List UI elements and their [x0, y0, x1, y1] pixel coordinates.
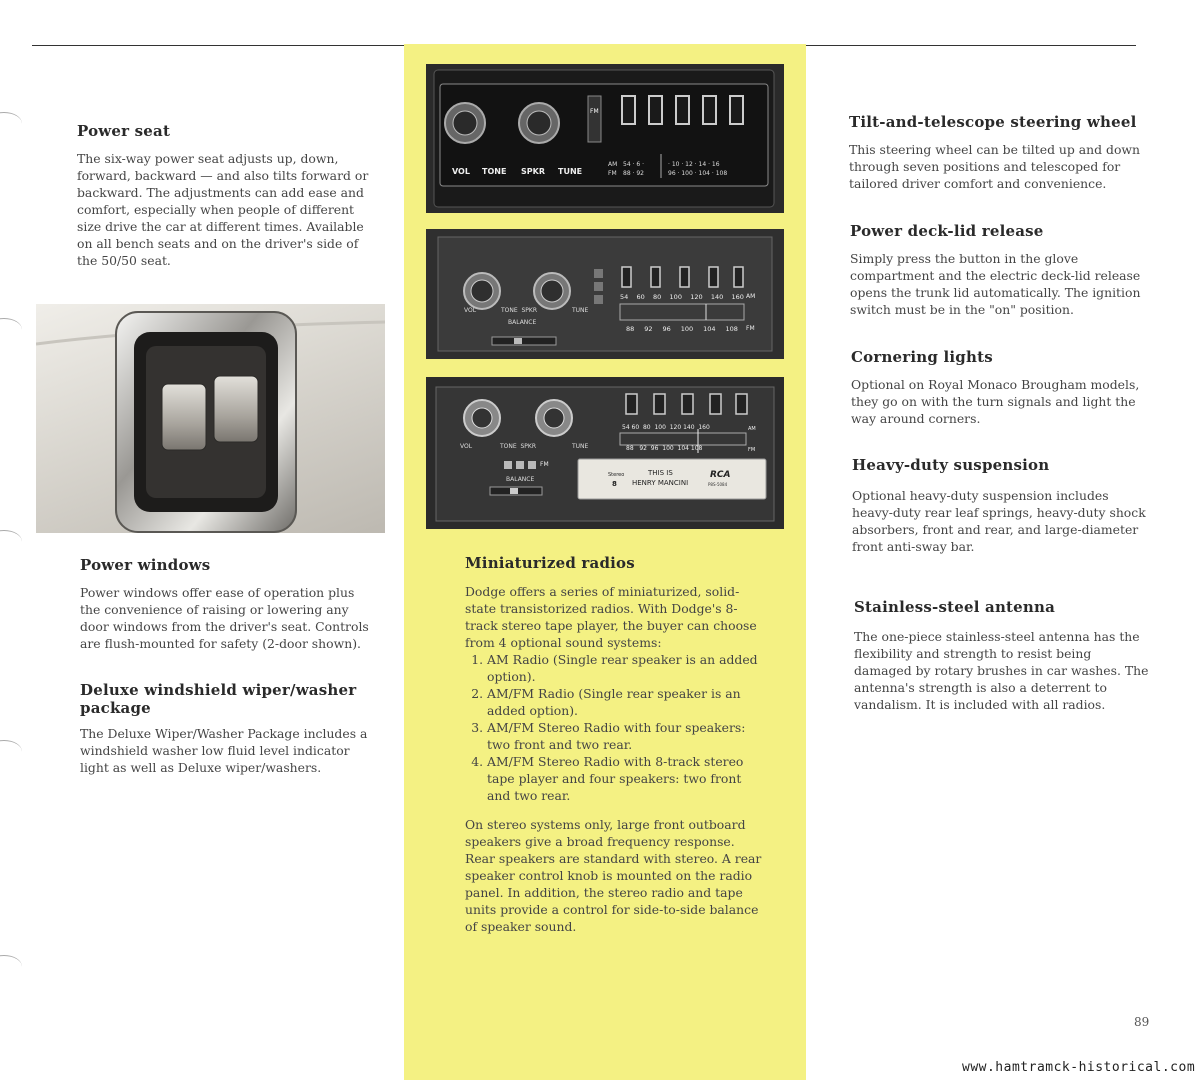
radio-photo-1: [426, 64, 784, 213]
wiper-section: [80, 681, 375, 776]
radio3-fm-unit: FM: [748, 447, 756, 453]
radio-photo-3: [426, 377, 784, 529]
page-number: 89: [1134, 1015, 1150, 1029]
power-windows-body: Power windows offer ease of operation plus the convenience of raising or lowering any door windows from the driver's seat. Controls are flush-mounted for safety (2-door shown).: [80, 585, 369, 651]
watermark-url: www.hamtramck-historical.com: [962, 1060, 1196, 1075]
am-fm-radio-illustration: [426, 64, 784, 213]
radios-title: Miniaturized radios: [465, 554, 635, 572]
radio3-tone-spkr-label: TONE SPKR: [500, 443, 537, 450]
decklid-body: Simply press the button in the glove compartment and the electric deck-lid release opens the trunk lid automatically. The ignition switch must be in the "on" position.: [850, 251, 1141, 317]
cartridge-title-line1: THIS IS: [648, 469, 673, 477]
radio3-am-unit: AM: [748, 426, 756, 432]
radio2-fm-tick: 92: [644, 325, 653, 333]
radio2-tone-spkr-label: TONE SPKR: [501, 307, 538, 314]
radios-outro: On stereo systems only, large front outboard speakers give a broad frequency response. Rear speakers are standard with stereo. A rear speaker control knob is mounted on the radio panel. In addition, the stereo radio and tape units provide a control for side-to-side balance of speaker sound.: [465, 817, 762, 934]
rca-logo: RCA: [710, 470, 731, 480]
sound-systems-list: [465, 651, 765, 804]
radio2-am-tick: 120: [690, 293, 703, 301]
miniaturized-radios-section: [465, 554, 765, 935]
radio1-label-spkr: SPKR: [521, 167, 545, 176]
radio2-fm-tick: 96: [662, 325, 671, 333]
radio3-am-scale: 54 60 80 100 120 140 160: [622, 424, 710, 431]
radio1-fm-badge: FM: [590, 108, 599, 115]
power-seat-body: The six-way power seat adjusts up, down, forward, backward — and also tilts forward or backward. The adjustments can add ease and comfort, especially when people of different size drive the car at different times. Available on all bench seats and on the driver's side of the 50/50 seat.: [77, 151, 369, 268]
cartridge-title-line2: HENRY MANCINI: [632, 479, 689, 487]
radio2-am-tick: 100: [669, 293, 682, 301]
radio3-fm-scale: 88 92 96 100 104 108: [626, 445, 703, 452]
cornering-lights-section: [851, 348, 1146, 427]
radio1-label-tune: TUNE: [558, 167, 583, 176]
antenna-body: The one-piece stainless-steel antenna has the flexibility and strength to resist being damaged by rotary brushes in car washes. The antenna's strength is also a deterrent to vandalism. It is included with all radios.: [854, 629, 1149, 712]
cartridge-stereo-label: Stereo: [608, 472, 625, 478]
list-item: 2. AM/FM Radio (Single rear speaker is an added option).: [487, 685, 765, 719]
radios-intro: Dodge offers a series of miniaturized, solid-state transistorized radios. With Dodge's 8-track stereo tape player, the buyer can choose from 4 optional sound systems:: [465, 584, 757, 650]
radio1-am-scale-right: · 10 · 12 · 14 · 16: [668, 161, 720, 168]
stereo-8-track-radio-illustration: [426, 377, 784, 529]
tilt-steering-section: [849, 113, 1144, 192]
radio2-am-tick: 80: [653, 293, 662, 301]
radio2-am-tick: 60: [636, 293, 645, 301]
radio2-balance-label: BALANCE: [508, 319, 537, 326]
antenna-title: Stainless-steel antenna: [854, 598, 1056, 616]
radio2-fm-tick: 104: [703, 325, 716, 333]
radio-photo-2: [426, 229, 784, 359]
eight-track-cartridge: [578, 459, 766, 499]
cornering-title: Cornering lights: [851, 348, 993, 366]
radio1-label-tone: TONE: [482, 167, 507, 176]
radio3-tune-label: TUNE: [572, 443, 589, 450]
radio2-fm-scale: [626, 325, 738, 333]
deck-lid-section: [850, 222, 1145, 318]
radio2-fm-tick: 88: [626, 325, 635, 333]
power-seat-section: [77, 122, 377, 269]
radio3-balance-label: BALANCE: [506, 476, 535, 483]
cornering-body: Optional on Royal Monaco Brougham models, they go on with the turn signals and light the way around corners.: [851, 377, 1140, 426]
list-item: 1. AM Radio (Single rear speaker is an added option).: [487, 651, 765, 685]
suspension-title: Heavy-duty suspension: [852, 456, 1050, 474]
radio1-am-label: AM: [608, 161, 618, 168]
window-switch-illustration: [36, 304, 385, 533]
antenna-section: [854, 598, 1149, 713]
tilt-title: Tilt-and-telescope steering wheel: [849, 113, 1137, 131]
power-seat-title: Power seat: [77, 122, 171, 140]
radio3-vol-label: VOL: [460, 443, 473, 450]
cartridge-code: P8S-5084: [708, 482, 728, 487]
radio2-fm-tick: 108: [725, 325, 738, 333]
suspension-body: Optional heavy-duty suspension includes heavy-duty rear leaf springs, heavy-duty shock absorbers, front and rear, and large-diameter front anti-sway bar.: [852, 488, 1146, 554]
tilt-body: This steering wheel can be tilted up and down through seven positions and telescoped for tailored driver comfort and convenience.: [849, 142, 1140, 191]
radio2-am-scale: [620, 293, 744, 301]
power-windows-title: Power windows: [80, 556, 211, 574]
suspension-section: [852, 456, 1147, 555]
wiper-title: Deluxe windshield wiper/washer package: [80, 681, 357, 717]
radio2-tune-label: TUNE: [572, 307, 589, 314]
radio1-label-vol: VOL: [452, 167, 470, 176]
power-window-switch-photo: [36, 304, 385, 533]
binder-hole-mark: [0, 530, 22, 553]
binder-hole-mark: [0, 318, 22, 341]
radio2-am-tick: 160: [731, 293, 744, 301]
radio2-vol-label: VOL: [464, 307, 477, 314]
power-windows-section: [80, 556, 375, 652]
radio2-am-tick: 54: [620, 293, 629, 301]
cartridge-8-label: 8: [612, 480, 617, 488]
radio2-fm-tick: 100: [680, 325, 694, 333]
radio1-fm-scale-right: 96 · 100 · 104 · 108: [668, 170, 728, 177]
wiper-body: The Deluxe Wiper/Washer Package includes a windshield washer low fluid level indicator light as well as Deluxe wiper/washers.: [80, 726, 368, 775]
list-item: 3. AM/FM Stereo Radio with four speakers: two front and two rear.: [487, 719, 765, 753]
decklid-title: Power deck-lid release: [850, 222, 1044, 240]
radio2-fm-unit: FM: [746, 325, 755, 332]
radio3-fm-badge: FM: [540, 461, 549, 468]
radio2-am-tick: 140: [710, 293, 724, 301]
binder-hole-mark: [0, 112, 22, 135]
binder-hole-mark: [0, 955, 22, 978]
list-item: 4. AM/FM Stereo Radio with 8-track stereo tape player and four speakers: two front and two rear.: [487, 753, 765, 804]
radio2-am-unit: AM: [746, 293, 756, 300]
radio1-am-scale-left: 54 · 6 ·: [623, 161, 644, 168]
radio1-fm-scale-left: 88 · 92: [623, 170, 644, 177]
radio1-fm-label: FM: [608, 170, 617, 177]
binder-hole-mark: [0, 740, 22, 763]
